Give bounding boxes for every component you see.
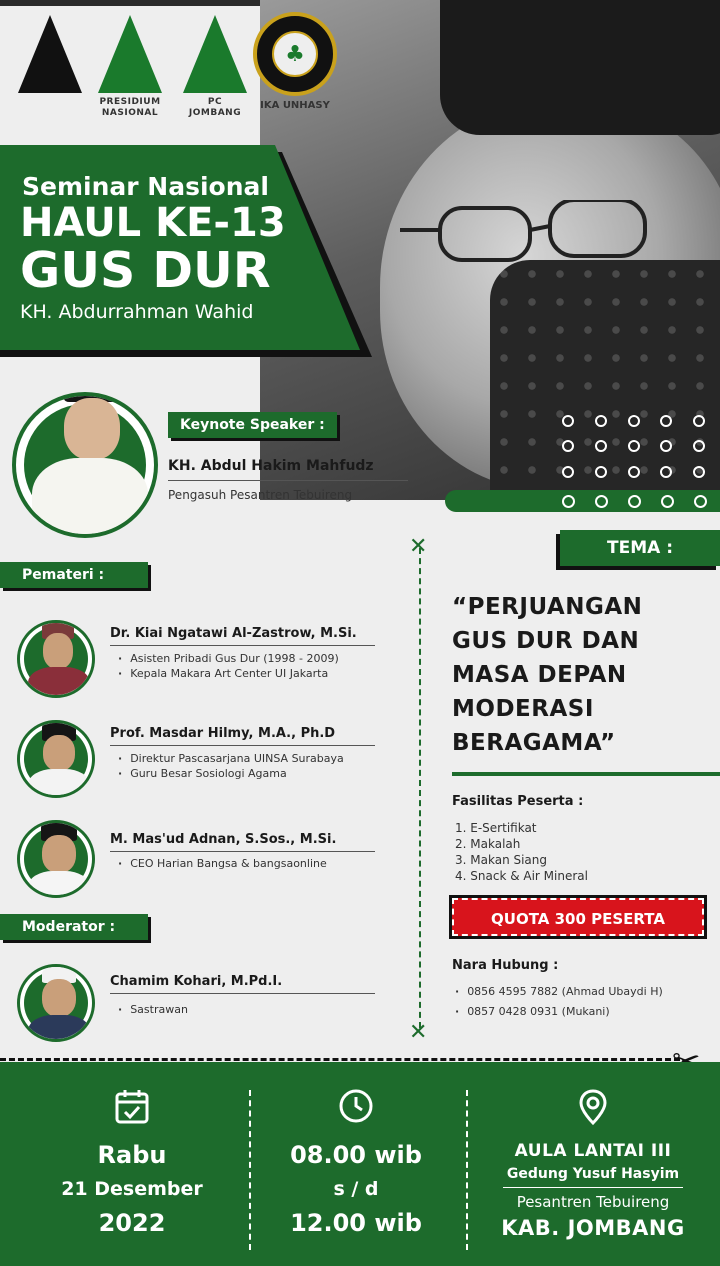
- event-time-start: 08.00 wib: [290, 1141, 422, 1169]
- divider: [110, 645, 375, 646]
- palm-tree-icon: ♣: [272, 31, 318, 77]
- nara-hubung-title: Nara Hubung :: [452, 958, 559, 973]
- speaker-1-avatar: [17, 620, 95, 698]
- title-full-name: KH. Abdurrahman Wahid: [20, 301, 254, 323]
- nara-hubung-list: [455, 982, 663, 1022]
- speaker-2-points: [118, 751, 344, 781]
- event-time-sep: s / d: [333, 1178, 379, 1200]
- tema-label: TEMA :: [560, 530, 720, 566]
- speaker-3-points: [118, 856, 327, 871]
- event-date: [12, 1062, 252, 1266]
- list-item: · Guru Besar Sosiologi Agama: [118, 766, 344, 781]
- keynote-label: Keynote Speaker :: [168, 412, 337, 438]
- tema-line: BERAGAMA”: [452, 730, 616, 756]
- event-place: Pesantren Tebuireng: [516, 1193, 670, 1211]
- tema-line: “PERJUANGAN: [452, 594, 643, 620]
- logo-pc-jombang: [180, 15, 250, 119]
- tema-line: GUS DUR DAN: [452, 628, 640, 654]
- x-mark-icon: ✕: [409, 534, 428, 559]
- event-day: Rabu: [97, 1141, 167, 1169]
- tema-divider: [452, 772, 720, 776]
- divider: [110, 745, 375, 746]
- logo-presidium-nasional: [95, 15, 165, 119]
- clock-icon: [236, 1088, 476, 1128]
- list-item: 1. E-Sertifikat: [455, 821, 537, 835]
- tema-line: MODERASI: [452, 696, 594, 722]
- title-haul: HAUL KE-13: [20, 200, 286, 246]
- moderator-avatar: [17, 964, 95, 1042]
- list-item: · 0857 0428 0931 (Mukani): [455, 1002, 663, 1022]
- moderator-name: Chamim Kohari, M.Pd.I.: [110, 974, 283, 989]
- title-seminar: Seminar Nasional: [22, 172, 269, 201]
- pemateri-label: Pemateri :: [0, 562, 148, 588]
- fasilitas-list: [455, 820, 588, 884]
- moderator-label: Moderator :: [0, 914, 148, 940]
- title-gus-dur: GUS DUR: [20, 242, 271, 299]
- event-date-text: 21 Desember: [61, 1178, 203, 1200]
- photo-peci: [440, 0, 720, 135]
- keynote-role: Pengasuh Pesantren Tebuireng: [168, 488, 353, 502]
- event-time-end: 12.00 wib: [290, 1209, 422, 1237]
- decorative-dots: [562, 415, 720, 485]
- keynote-name: KH. Abdul Hakim Mahfudz: [168, 458, 374, 474]
- speaker-3-avatar: [17, 820, 95, 898]
- location-divider: [503, 1187, 683, 1188]
- divider: [168, 480, 408, 481]
- x-mark-icon: ✕: [409, 1020, 428, 1045]
- event-location: [466, 1062, 720, 1266]
- triangle-logo-icon: [183, 15, 247, 93]
- logo-tebuireng: [15, 15, 85, 97]
- divider: [110, 851, 375, 852]
- speaker-1-name: Dr. Kiai Ngatawi Al-Zastrow, M.Si.: [110, 626, 357, 641]
- triangle-logo-icon: [18, 15, 82, 93]
- event-venue: AULA LANTAI III: [514, 1141, 672, 1161]
- strip-dots: [562, 495, 720, 508]
- unhasy-seal-icon: [253, 12, 337, 96]
- list-item: 2. Makalah: [455, 837, 521, 851]
- list-item: · Direktur Pascasarjana UINSA Surabaya: [118, 751, 344, 766]
- list-item: · 0856 4595 7882 (Ahmad Ubaydi H): [455, 982, 663, 1002]
- logo-caption: PRESIDIUM NASIONAL: [99, 97, 161, 118]
- triangle-logo-icon: [98, 15, 162, 93]
- moderator-points: [118, 1002, 188, 1017]
- list-item: 3. Makan Siang: [455, 853, 548, 867]
- fasilitas-title: Fasilitas Peserta :: [452, 794, 584, 809]
- seal-caption: IKA UNHASY: [260, 100, 330, 111]
- event-building: Gedung Yusuf Hasyim: [506, 1166, 680, 1182]
- vertical-dashed-divider: [419, 548, 421, 1028]
- list-item: · Kepala Makara Art Center UI Jakarta: [118, 666, 339, 681]
- logo-caption: PC JOMBANG: [188, 97, 242, 118]
- speaker-2-name: Prof. Masdar Hilmy, M.A., Ph.D: [110, 726, 336, 741]
- location-pin-icon: [466, 1088, 720, 1128]
- speaker-2-avatar: [17, 720, 95, 798]
- speaker-1-points: [118, 651, 339, 681]
- list-item: · Sastrawan: [118, 1002, 188, 1017]
- event-year: 2022: [98, 1209, 166, 1237]
- speaker-3-name: M. Mas'ud Adnan, S.Sos., M.Si.: [110, 832, 337, 847]
- calendar-icon: [12, 1088, 252, 1128]
- cut-line: [0, 1058, 680, 1061]
- list-item: · CEO Harian Bangsa & bangsaonline: [118, 856, 327, 871]
- event-city: KAB. JOMBANG: [501, 1216, 685, 1240]
- list-item: · Asisten Pribadi Gus Dur (1998 - 2009): [118, 651, 339, 666]
- list-item: 4. Snack & Air Mineral: [455, 869, 588, 883]
- divider: [110, 993, 375, 994]
- keynote-avatar: [12, 392, 158, 538]
- tema-line: MASA DEPAN: [452, 662, 627, 688]
- quota-badge: QUOTA 300 PESERTA: [452, 898, 704, 936]
- tema-text: [452, 590, 712, 760]
- event-time: [236, 1062, 476, 1266]
